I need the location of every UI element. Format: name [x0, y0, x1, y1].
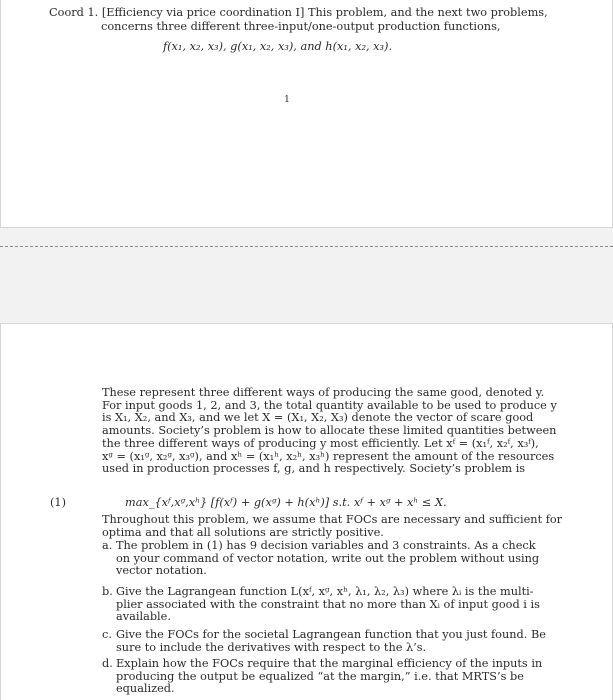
- item-line: sure to include the derivatives with respect to the λ’s.: [116, 640, 427, 654]
- item-line: plier associated with the constraint that no more than Xᵢ of input good i is: [116, 597, 540, 611]
- item-line: equalized.: [116, 682, 175, 696]
- item-label: b.: [102, 585, 113, 598]
- page-1: [0, 0, 613, 228]
- intro-line: amounts. Society’s problem is how to allocate these limited quantities between: [102, 424, 557, 438]
- item-line: on your command of vector notation, write out the problem without using: [116, 551, 540, 565]
- intro-line: used in production processes f, g, and h respectively. Society’s problem is: [102, 462, 526, 476]
- item-line: Explain how the FOCs require that the marginal efficiency of the inputs in: [116, 657, 543, 670]
- intro-paragraph: [102, 386, 557, 476]
- page-break-divider: [0, 246, 613, 247]
- intro-line: For input goods 1, 2, and 3, the total quantity available to be used to produce y: [102, 398, 557, 412]
- page-number: 1: [284, 95, 290, 105]
- item-label: c.: [102, 628, 112, 641]
- page-2: [0, 323, 613, 700]
- item-line: available.: [116, 610, 171, 624]
- item-line: vector notation.: [116, 564, 207, 578]
- problem-heading-line-2: concerns three different three-input/one-output production functions,: [101, 20, 501, 33]
- item-label: a.: [102, 539, 113, 552]
- assumption-paragraph: [102, 513, 563, 539]
- functions-display: f(x₁, x₂, x₃), g(x₁, x₂, x₃), and h(x₁, x₂, x₃).: [162, 40, 393, 53]
- item-line: Give the Lagrangean function L(xᶠ, xᵍ, xʰ, λ₁, λ₂, λ₃) where λᵢ is the multi-: [116, 585, 534, 598]
- problem-heading-line-1: Coord 1. [Efficiency via price coordination I] This problem, and the next two problems,: [49, 6, 548, 19]
- assumption-line: optima and that all solutions are strictly positive.: [102, 525, 384, 539]
- item-label: d.: [102, 657, 113, 670]
- item-line: The problem in (1) has 9 decision variables and 3 constraints. As a check: [116, 539, 536, 552]
- item-line: Give the FOCs for the societal Lagrangean function that you just found. Be: [116, 628, 546, 641]
- assumption-line: Throughout this problem, we assume that FOCs are necessary and sufficient for: [102, 513, 563, 526]
- society-optimization-equation: max_{xᶠ,xᵍ,xʰ} [f(xᶠ) + g(xᵍ) + h(xʰ)] s.t. xᶠ + xᵍ + xʰ ≤ X.: [125, 496, 447, 509]
- intro-line: These represent three different ways of producing the same good, denoted y.: [102, 386, 545, 399]
- intro-line: is X₁, X₂, and X₃, and we let X = (X₁, X₂, X₃) denote the vector of scare good: [102, 411, 534, 425]
- intro-line: xᵍ = (x₁ᵍ, x₂ᵍ, x₃ᵍ), and xʰ = (x₁ʰ, x₂ʰ, x₃ʰ) represent the amount of the resources: [102, 449, 555, 463]
- item-line: producing the output be equalized “at the margin,” i.e. that MRTS’s be: [116, 669, 524, 683]
- equation-number: (1): [50, 496, 67, 509]
- intro-line: the three different ways of producing y most efficiently. Let xᶠ = (x₁ᶠ, x₂ᶠ, x₃ᶠ),: [102, 436, 539, 450]
